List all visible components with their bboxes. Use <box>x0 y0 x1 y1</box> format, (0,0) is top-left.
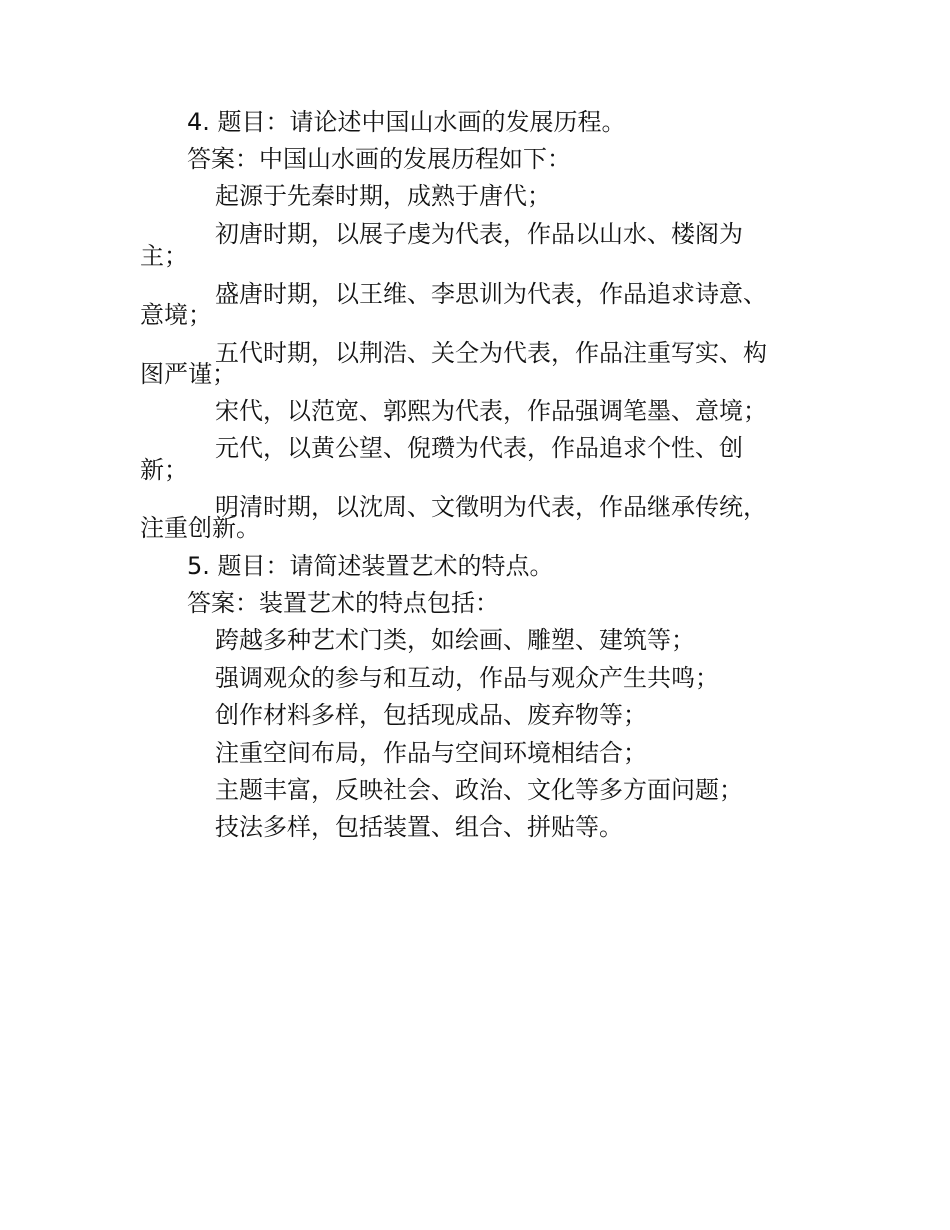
answer-4-item-4-line-2: 图严谨； <box>140 360 236 388</box>
answer-5-intro: 答案：装置艺术的特点包括： <box>187 589 499 617</box>
answer-4-item-2-line-2: 主； <box>140 242 188 270</box>
answer-4-item-6-line-1: 元代，以黄公望、倪瓒为代表，作品追求个性、创 <box>215 434 743 462</box>
answer-4-item-2-line-1: 初唐时期，以展子虔为代表，作品以山水、楼阁为 <box>215 220 743 248</box>
answer-4-item-5: 宋代，以范宽、郭熙为代表，作品强调笔墨、意境； <box>215 397 767 425</box>
answer-4-item-6-line-2: 新； <box>140 456 188 484</box>
question-4: 4. 题目：请论述中国山水画的发展历程。 <box>187 108 626 136</box>
answer-4-intro: 答案：中国山水画的发展历程如下： <box>187 145 571 173</box>
answer-5-item-1: 跨越多种艺术门类，如绘画、雕塑、建筑等； <box>215 626 695 654</box>
answer-5-item-4: 注重空间布局，作品与空间环境相结合； <box>215 739 647 767</box>
answer-5-item-5: 主题丰富，反映社会、政治、文化等多方面问题； <box>215 776 743 804</box>
answer-5-item-6: 技法多样，包括装置、组合、拼贴等。 <box>215 813 623 841</box>
answer-5-item-2: 强调观众的参与和互动，作品与观众产生共鸣； <box>215 664 719 692</box>
answer-4-item-4-line-1: 五代时期，以荆浩、关仝为代表，作品注重写实、构 <box>215 339 767 367</box>
question-5: 5. 题目：请简述装置艺术的特点。 <box>187 552 554 580</box>
answer-5-item-3: 创作材料多样，包括现成品、废弃物等； <box>215 701 647 729</box>
answer-4-item-7-line-1: 明清时期，以沈周、文徵明为代表，作品继承传统， <box>215 493 767 521</box>
answer-4-item-3-line-1: 盛唐时期，以王维、李思训为代表，作品追求诗意、 <box>215 280 767 308</box>
answer-4-item-7-line-2: 注重创新。 <box>140 514 260 542</box>
answer-4-item-3-line-2: 意境； <box>140 301 212 329</box>
answer-4-item-1: 起源于先秦时期，成熟于唐代； <box>215 182 551 210</box>
